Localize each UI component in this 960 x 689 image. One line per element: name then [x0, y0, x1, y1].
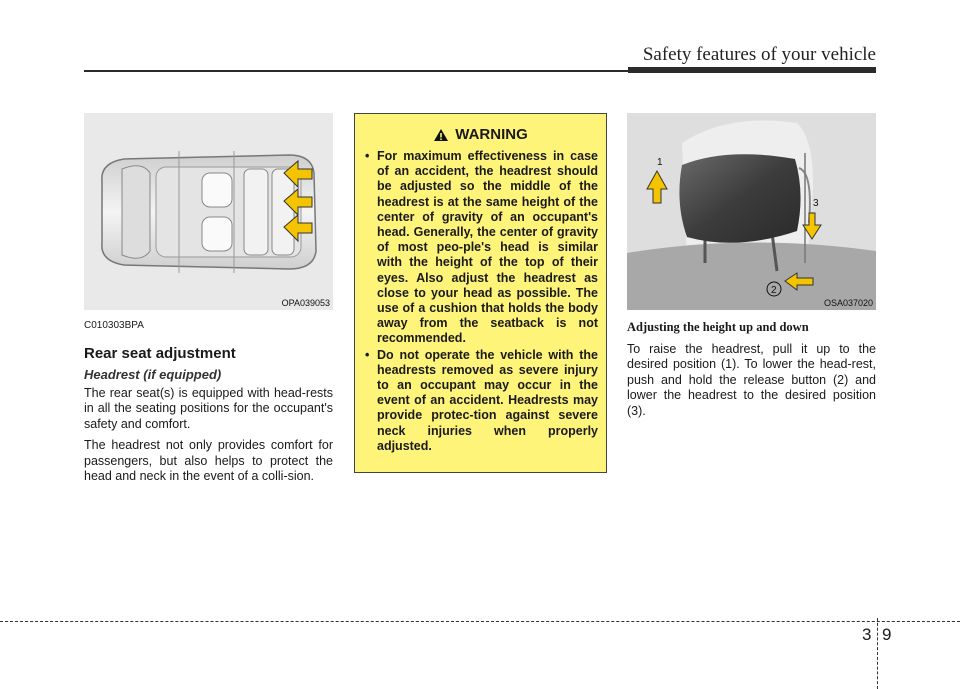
callout-1: 1: [657, 157, 663, 168]
right-subheading: Adjusting the height up and down: [627, 320, 809, 334]
warning-title: WARNING: [455, 126, 528, 143]
header-rule-accent: [628, 67, 876, 73]
page-number: 9: [882, 625, 892, 644]
paragraph: The headrest not only provides comfort for passengers, but also helps to protect the head and neck in the event of a colli-sion.: [84, 438, 333, 483]
warning-heading: [355, 126, 606, 143]
header-title: Safety features of your vehicle: [642, 44, 876, 65]
warning-triangle-icon: [433, 128, 449, 142]
warning-box: [354, 113, 607, 473]
chapter-number: 3: [862, 625, 872, 644]
figure-car-top-view: [84, 113, 333, 310]
footer-divider: [877, 618, 878, 689]
section-heading: Rear seat adjustment: [84, 344, 236, 362]
warning-item: • For maximum effectiveness in case of an accident, the headrest should be adjusted so the middle of the headrest is at the same height of the center of gravity of an occupant's head. Generally, the center of gravity of most peo-ple's head is similar with the height of the top of their eyes. Also adjust the headrest as close to your head as possible. The use of a cushion that holds the body away from the seatback is not recommended.: [365, 149, 598, 347]
footer-rule: [0, 621, 960, 622]
paragraph: The rear seat(s) is equipped with head-rests in all the seating positions for the occupant's safety and comfort.: [84, 385, 333, 431]
section-code: C010303BPA: [84, 320, 144, 331]
figure-headrest: [627, 113, 876, 310]
right-column: [627, 316, 876, 425]
warning-item: • Do not operate the vehicle with the headrests removed as severe injury to an occupant may occur in the event of an accident. Headrests may provide protec-tion against severe neck injuries when properly adjusted.: [365, 348, 598, 454]
figure-code: OSA037020: [823, 298, 873, 308]
paragraph: To raise the headrest, pull it up to the desired position (1). To lower the head-rest, push and hold the release button (2) and lower the headrest to the desired position (3).: [627, 341, 876, 418]
car-top-view-illustration: [84, 113, 333, 310]
callout-2: 2: [771, 285, 777, 296]
warning-list: [355, 149, 606, 454]
figure-code: OPA039053: [281, 298, 330, 308]
left-column: [84, 318, 333, 491]
headrest-illustration: [627, 113, 876, 310]
section-subheading: Headrest (if equipped): [84, 367, 222, 382]
callout-3: 3: [813, 198, 819, 209]
